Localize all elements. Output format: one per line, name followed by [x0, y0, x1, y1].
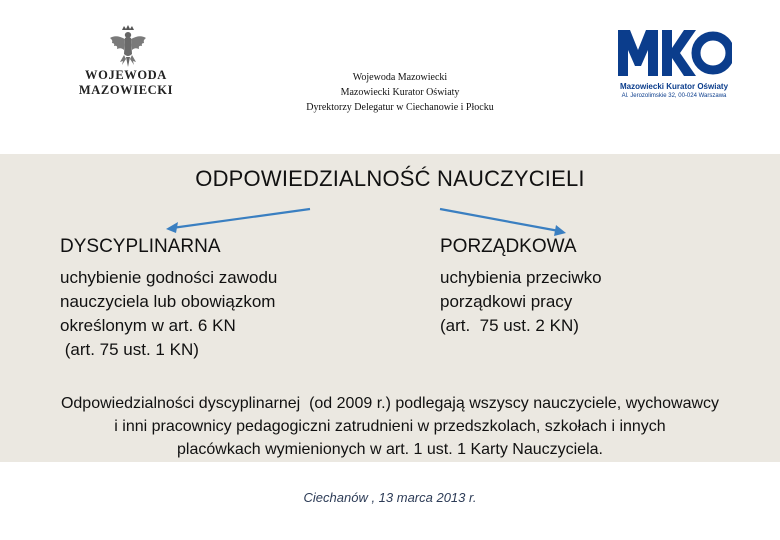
description-line: określonym w art. 6 KN — [60, 316, 236, 335]
wojewoda-logo — [38, 24, 214, 97]
eagle-emblem-icon — [108, 24, 148, 68]
description-line: uchybienie godności zawodu — [60, 268, 278, 287]
description-line: porządkowi pracy — [440, 292, 573, 311]
order-description — [440, 266, 740, 338]
summary-paragraph — [0, 392, 780, 461]
summary-line: i inni pracownicy pedagogiczni zatrudnieni w przedszkolach, szkołach i innych — [114, 418, 666, 435]
heading-disciplinary: DYSCYPLINARNA — [60, 236, 221, 257]
mko-name: Mazowiecki Kurator Oświaty — [619, 82, 729, 91]
description-line: uchybienia przeciwko — [440, 268, 602, 287]
wojewoda-name: WOJEWODA MAZOWIECKI — [78, 68, 174, 97]
description-line: (art. 75 ust. 2 KN) — [440, 316, 579, 335]
mko-logo — [612, 26, 736, 102]
header-issuers — [260, 70, 540, 115]
summary-line: placówkach wymienionych w art. 1 ust. 1 Karty Nauczyciela. — [177, 441, 603, 458]
disciplinary-description — [60, 266, 360, 362]
summary-line: Odpowiedzialności dyscyplinarnej (od 2009 r.) podlegają wszyscy nauczyciele, wychowawcy — [60, 395, 720, 412]
issuer-line: Wojewoda Mazowiecki — [352, 72, 448, 83]
description-line: (art. 75 ust. 1 KN) — [60, 340, 199, 359]
description-line: nauczyciela lub obowiązkom — [60, 292, 276, 311]
issuer-line: Mazowiecki Kurator Oświaty — [340, 87, 460, 98]
mko-address: Al. Jerozolimskie 32, 00-024 Warszawa — [621, 93, 727, 99]
footer-place-date: Ciechanów , 13 marca 2013 r. — [303, 490, 477, 505]
mko-logo-mark — [616, 26, 732, 80]
slide-title: ODPOWIEDZIALNOŚĆ NAUCZYCIELI — [195, 166, 585, 191]
issuer-line: Dyrektorzy Delegatur w Ciechanowie i Płocku — [306, 102, 494, 113]
heading-order: PORZĄDKOWA — [440, 236, 577, 257]
